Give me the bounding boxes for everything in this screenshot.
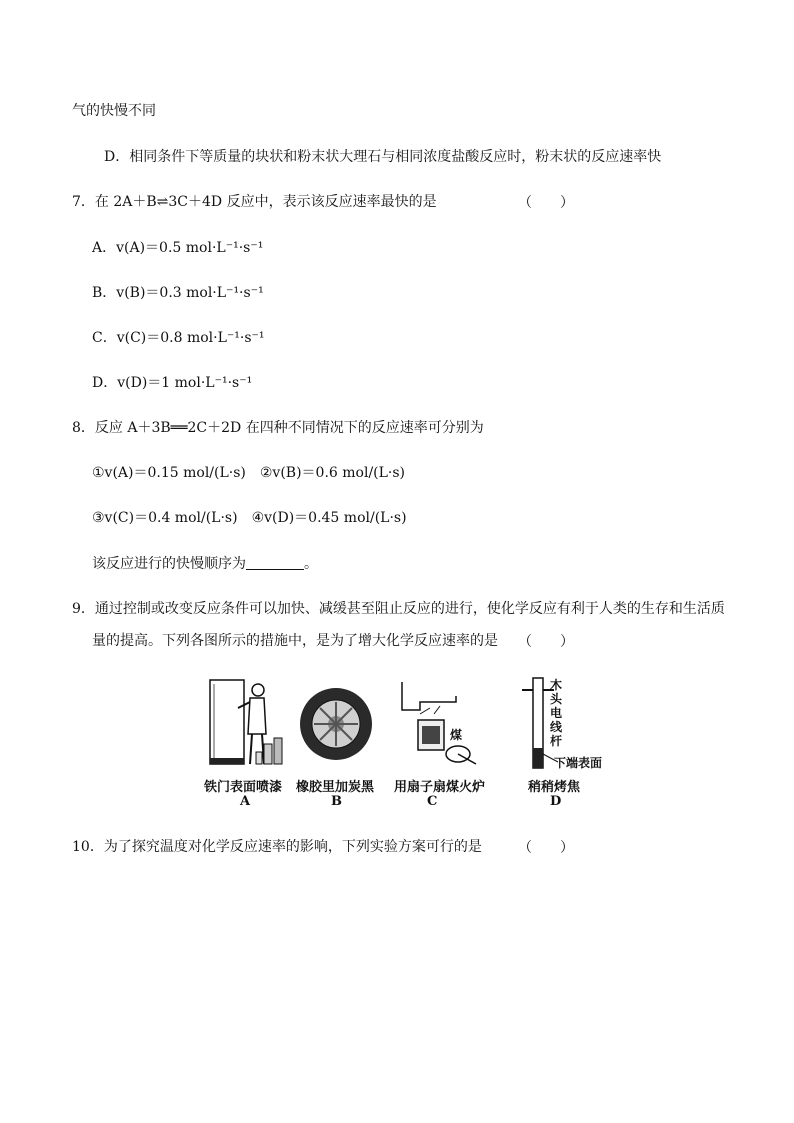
figure-d-letter: D [550, 794, 562, 809]
rate-row-1: ①v(A)＝0.15 mol/(L·s) ②v(B)＝0.6 mol/(L·s) [92, 465, 406, 481]
option-d: D．v(D)＝1 mol·L⁻¹·s⁻¹ [92, 375, 253, 391]
figure-b-caption: 橡胶里加炭黑 [296, 780, 375, 795]
answer-blank[interactable] [246, 555, 304, 570]
figure-row [200, 672, 620, 812]
figure-c-letter: C [427, 794, 438, 809]
question-9-line-1: 9．通过控制或改变反应条件可以加快、减缓甚至阻止反应的进行，使化学反应有利于人类的生存和生活质 [72, 601, 725, 617]
figure-a-letter: A [240, 794, 251, 809]
figure-a-caption: 铁门表面喷漆 [204, 780, 283, 795]
question-10-stem: 10．为了探究温度对化学反应速率的影响，下列实验方案可行的是 [72, 839, 482, 855]
ask-end: 。 [304, 556, 318, 572]
answer-paren: （ ） [518, 634, 574, 650]
question-7-stem: 7．在 2A＋B⇌3C＋4D 反应中，表示该反应速率最快的是 [72, 194, 437, 210]
question-9-line-2: 量的提高。下列各图所示的措施中，是为了增大化学反应速率的是 [92, 633, 498, 649]
option-d-line: D．相同条件下等质量的块状和粉末状大理石与相同浓度盐酸反应时，粉末状的反应速率快 [104, 149, 662, 165]
question-8-stem: 8．反应 A＋3B══2C＋2D 在四种不同情况下的反应速率可分别为 [72, 420, 484, 436]
pole-bottom-label: 下端表面 [554, 756, 603, 770]
figure-d-caption: 稍稍烤焦 [528, 780, 581, 795]
ask-text: 该反应进行的快慢顺序为 [92, 556, 246, 572]
painter-door-figure [204, 672, 284, 772]
figure-c-caption: 用扇子扇煤火炉 [394, 780, 486, 795]
figure-b-letter: B [331, 794, 342, 809]
option-a: A．v(A)＝0.5 mol·L⁻¹·s⁻¹ [92, 240, 264, 256]
rate-row-2: ③v(C)＝0.4 mol/(L·s) ④v(D)＝0.45 mol/(L·s) [92, 510, 407, 526]
option-b: B．v(B)＝0.3 mol·L⁻¹·s⁻¹ [92, 285, 264, 301]
pole-label: 木头电线杆 [550, 678, 563, 748]
option-c: C．v(C)＝0.8 mol·L⁻¹·s⁻¹ [92, 330, 265, 346]
tire-figure [296, 672, 376, 772]
question-8-ask [92, 554, 318, 574]
coal-label: 煤 [450, 728, 463, 742]
answer-paren: （ ） [518, 195, 574, 211]
stove-fan-figure [396, 672, 486, 772]
text-line: 气的快慢不同 [72, 103, 156, 119]
answer-paren: （ ） [518, 840, 574, 856]
